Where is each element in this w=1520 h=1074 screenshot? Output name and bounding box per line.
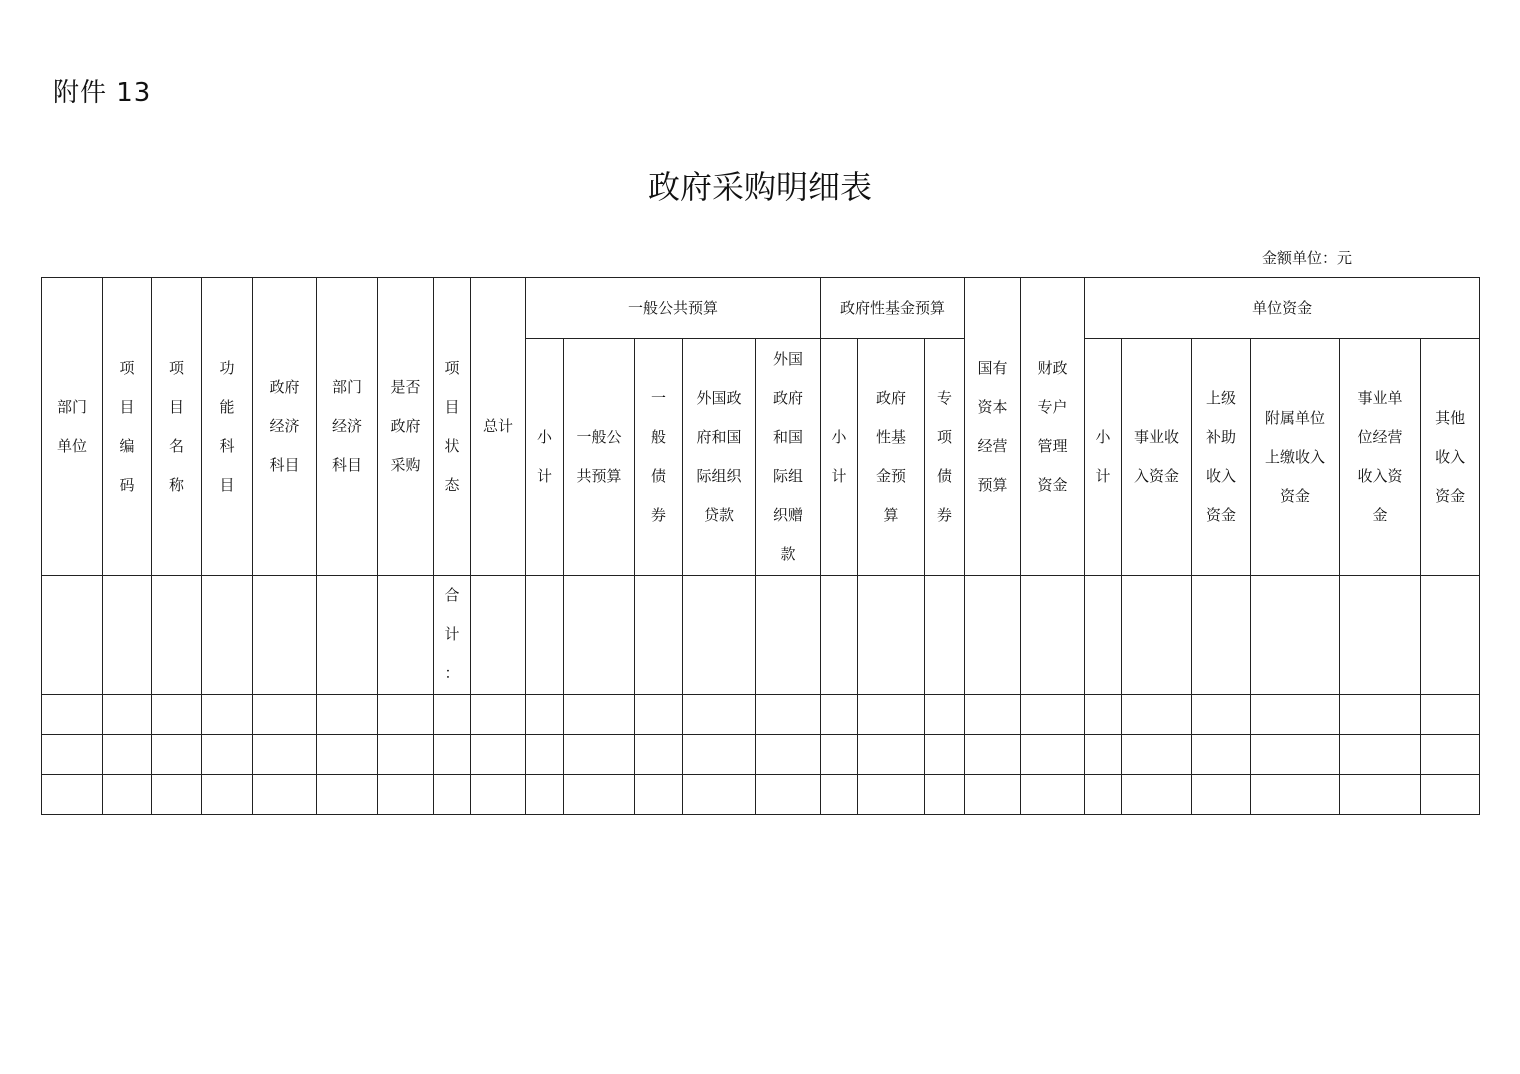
header-gf-subtotal: 小 计 [821,339,858,576]
table-cell [1421,576,1480,695]
table-cell [202,576,253,695]
table-cell [1085,735,1122,775]
header-gf-special-bonds: 专 项 债 券 [925,339,965,576]
table-cell [103,695,152,735]
table-cell [103,775,152,815]
table-cell [635,775,683,815]
table-cell [202,695,253,735]
table-cell [683,695,756,735]
page-title: 政府采购明细表 [647,168,872,206]
table-row [42,735,1480,775]
table-cell [821,695,858,735]
header-grand-total: 总计 [471,278,526,576]
table-cell [253,576,317,695]
table-cell [378,735,434,775]
table-cell [526,695,564,735]
table-cell [821,735,858,775]
table-cell [1421,695,1480,735]
table-cell [635,576,683,695]
table-cell [756,775,821,815]
header-gb-subtotal: 小 计 [526,339,564,576]
table-cell [564,735,635,775]
table-cell [471,775,526,815]
header-gb-general-public: 一般公 共预算 [564,339,635,576]
attachment-label: 附件 13 [53,78,152,108]
total-label: 合 计 ： [434,576,471,695]
table-cell [471,576,526,695]
table-cell [1340,775,1421,815]
header-group-unit-funds: 单位资金 [1085,278,1480,339]
table-cell [378,775,434,815]
table-cell [925,576,965,695]
table-cell [683,775,756,815]
table-cell [1122,695,1192,735]
header-is-gov-procurement: 是否 政府 采购 [378,278,434,576]
table-cell [1340,695,1421,735]
table-cell [526,735,564,775]
table-cell [317,576,378,695]
table-cell [858,735,925,775]
table-cell [756,695,821,735]
table-cell [965,775,1021,815]
table-cell [1021,695,1085,735]
procurement-table [41,277,1480,815]
table-cell [1251,775,1340,815]
header-fiscal-special-funds: 财政 专户 管理 资金 [1021,278,1085,576]
table-cell [253,695,317,735]
header-uf-superior-subsidy: 上级 补助 收入 资金 [1192,339,1251,576]
table-cell [1085,695,1122,735]
table-cell [1122,735,1192,775]
header-uf-business-income: 事业收 入资金 [1122,339,1192,576]
table-cell [42,735,103,775]
header-dept-econ-subject: 部门 经济 科目 [317,278,378,576]
table-cell [378,576,434,695]
table-cell [564,695,635,735]
table-cell [152,695,202,735]
header-project-name: 项 目 名 称 [152,278,202,576]
table-cell [756,735,821,775]
unit-note: 金额单位：元 [1262,249,1353,267]
table-cell [965,735,1021,775]
header-group-gov-fund-budget: 政府性基金预算 [821,278,965,339]
table-cell [1021,576,1085,695]
table-cell [1192,775,1251,815]
table-cell [1421,775,1480,815]
table-cell [378,695,434,735]
header-gov-econ-subject: 政府 经济 科目 [253,278,317,576]
header-uf-subtotal: 小 计 [1085,339,1122,576]
table-cell [821,576,858,695]
header-project-code: 项 目 编 码 [103,278,152,576]
table-cell [925,775,965,815]
table-cell [925,735,965,775]
header-uf-business-operation: 事业单 位经营 收入资 金 [1340,339,1421,576]
table-cell [1021,775,1085,815]
table-cell [1251,576,1340,695]
table-row [42,695,1480,735]
table-cell [317,695,378,735]
table-cell [564,775,635,815]
table-cell [1421,735,1480,775]
total-row [42,576,1480,695]
table-cell [1340,576,1421,695]
table-cell [317,735,378,775]
table-cell [965,576,1021,695]
table-cell [1192,735,1251,775]
table-cell [152,735,202,775]
table-cell [1192,695,1251,735]
table-cell [434,735,471,775]
table-cell [526,775,564,815]
table-cell [925,695,965,735]
table-cell [1192,576,1251,695]
table-cell [756,576,821,695]
table-cell [152,775,202,815]
table-cell [1021,735,1085,775]
table-cell [635,695,683,735]
table-cell [42,695,103,735]
header-dept-unit: 部门 单位 [42,278,103,576]
table-cell [42,775,103,815]
header-gb-foreign-loans: 外国政 府和国 际组织 贷款 [683,339,756,576]
table-cell [821,775,858,815]
table-cell [1122,576,1192,695]
table-cell [858,576,925,695]
header-function-subject: 功 能 科 目 [202,278,253,576]
header-row-1 [42,278,1480,339]
table-cell [471,695,526,735]
table-cell [317,775,378,815]
table-cell [526,576,564,695]
header-gb-foreign-grants: 外国 政府 和国 际组 织赠 款 [756,339,821,576]
header-gf-gov-fund: 政府 性基 金预 算 [858,339,925,576]
table-cell [253,775,317,815]
table-cell [103,735,152,775]
table-cell [635,735,683,775]
table-cell [683,735,756,775]
table-cell [858,775,925,815]
header-state-capital-budget: 国有 资本 经营 预算 [965,278,1021,576]
table-cell [253,735,317,775]
table-cell [103,576,152,695]
header-uf-affiliated-income: 附属单位 上缴收入 资金 [1251,339,1340,576]
table-cell [471,735,526,775]
table-cell [202,735,253,775]
table-cell [152,576,202,695]
header-uf-other-income: 其他 收入 资金 [1421,339,1480,576]
table-cell [564,576,635,695]
table-cell [965,695,1021,735]
table-cell [1251,735,1340,775]
table-cell [1085,576,1122,695]
table-cell [42,576,103,695]
table-cell [434,695,471,735]
header-project-status: 项 目 状 态 [434,278,471,576]
table-cell [858,695,925,735]
table-cell [1340,735,1421,775]
table-row [42,775,1480,815]
header-gb-general-bonds: 一 般 债 券 [635,339,683,576]
table-cell [1251,695,1340,735]
table-cell [1085,775,1122,815]
table-cell [1122,775,1192,815]
table-cell [434,775,471,815]
table-cell [202,775,253,815]
header-group-general-budget: 一般公共预算 [526,278,821,339]
table-cell [683,576,756,695]
